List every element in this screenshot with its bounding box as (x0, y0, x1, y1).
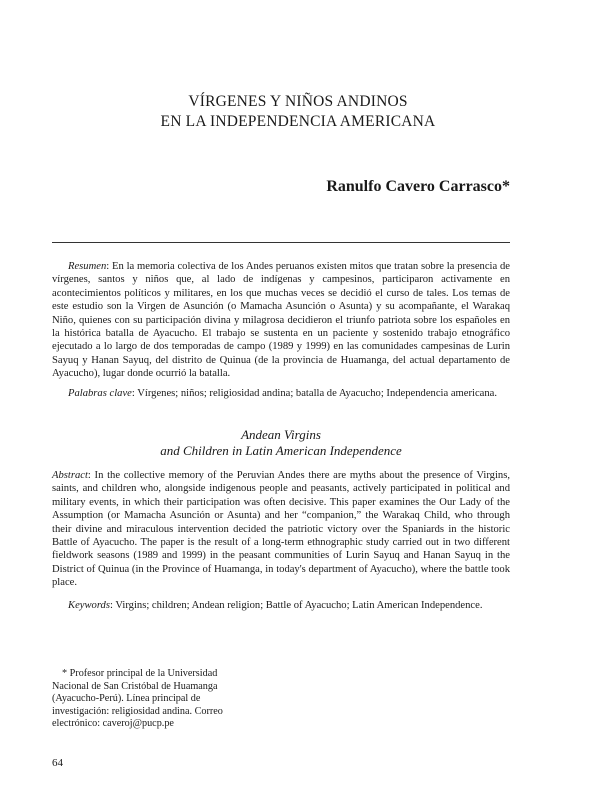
page-number: 64 (52, 757, 63, 769)
english-title (52, 427, 510, 459)
header-divider (52, 242, 510, 243)
resumen-paragraph (52, 260, 510, 381)
author-footnote: * Profesor principal de la Universidad Nacional de San Cristóbal de Huamanga (Ayacucho-Perú). Línea principal de investigación: religiosidad andina. Correo electrónico: caveroj@pucp.pe (52, 668, 223, 730)
keywords-text: : Virgins; children; Andean religion; Battle of Ayacucho; Latin American Independence. (109, 600, 483, 611)
english-title-line-2: and Children in Latin American Independence (160, 443, 402, 458)
resumen-label: Resumen (68, 261, 107, 272)
title-line-2: EN LA INDEPENDENCIA AMERICANA (160, 113, 436, 130)
keywords-label: Keywords (68, 600, 110, 611)
palabras-clave-label: Palabras clave (68, 388, 132, 399)
article-title (60, 92, 536, 132)
palabras-clave-paragraph (52, 387, 510, 400)
english-title-line-1: Andean Virgins (241, 427, 321, 442)
title-line-1: VÍRGENES Y NIÑOS ANDINOS (188, 93, 408, 110)
author-name: Ranulfo Cavero Carrasco* (326, 178, 510, 195)
abstract-text: : In the collective memory of the Peruvian Andes there are myths about the presence of Virgins, saints, and children who, alongside indigenous people and peasants, actively participated in political and military events, in which their participation was often decisive. This paper examines the Our Lady of the Assumption (or Mamacha Asunción or Asunta) and her “companion,” the Warakaq Child, who through their divine and miraculous intervention decided the patriotic victory over the Spaniards in the historic Battle of Ayacucho. The paper is the result of a long-term ethnographic study carried out in two different fieldwork seasons (1989 and 1999) in the peasant communities of Lurin Sayuq and Hanan Sayuq in the District of Quinua (in the Province of Huamanga, in today's department of Ayacucho), where the battle took place. (52, 470, 510, 589)
palabras-clave-text: : Vírgenes; niños; religiosidad andina; batalla de Ayacucho; Independencia americana. (131, 388, 498, 399)
abstract-paragraph (52, 469, 510, 590)
keywords-paragraph (52, 599, 510, 612)
abstract-label: Abstract (52, 470, 88, 481)
resumen-text: : En la memoria colectiva de los Andes peruanos existen mitos que tratan sobre la presencia de vírgenes, santos y niños que, al lado de indígenas y campesinos, participaron activamente en acontecimientos políticos y militares, en los que muchas veces se decidió el curso de tales. Los temas de este estudio son la Virgen de Asunción (o Mamacha Asunción o Asunta) y su acompañante, el Warakaq Niño, quienes con su participación divina y milagrosa decidieron el triunfo patriota sobre los españoles en la histórica batalla de Ayacucho. El trabajo se sustenta en un paciente y sostenido trabajo etnográfico ejecutado a lo largo de dos temporadas de campo (1989 y 1999) en las comunidades campesinas de Lurin Sayuq y Hanan Sayuq, del distrito de Quinua (de la provincia de Huamanga, del actual departamento de Ayacucho), lugar donde ocurrió la batalla. (52, 261, 510, 380)
